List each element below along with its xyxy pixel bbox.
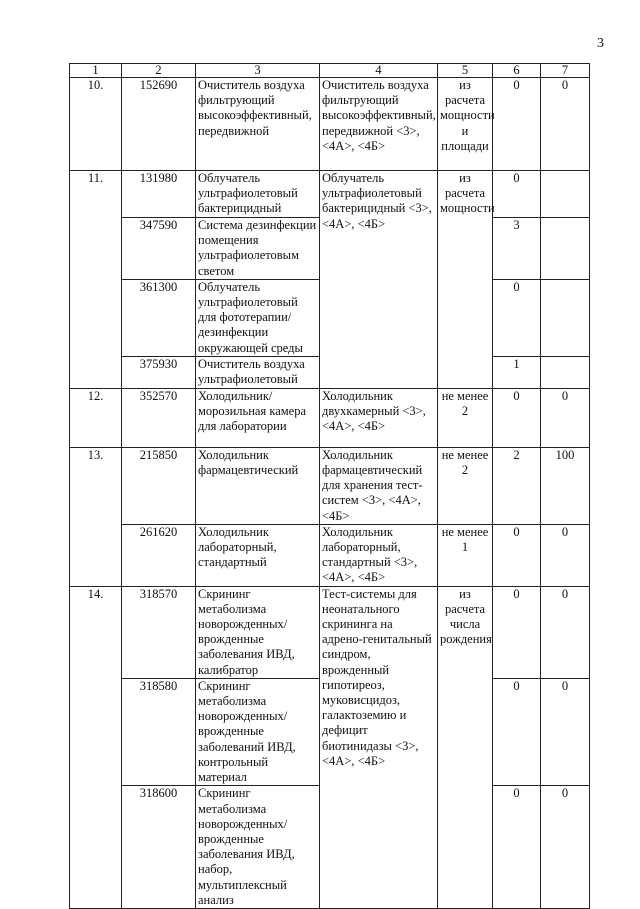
item-col6: 0 — [493, 78, 541, 171]
item-name: Холодильник лабораторный, стандартный — [196, 524, 320, 586]
item-col7 — [541, 356, 590, 388]
item-name: Система дезинфекции помещения ультрафиолетовым светом — [196, 218, 320, 280]
item-name: Холодильник/морозильная камера для лаборатории — [196, 388, 320, 447]
row-number: 12. — [70, 388, 122, 447]
item-name: Очиститель воздуха фильтрующий высокоэффективный, передвижной — [196, 78, 320, 171]
row-number: 13. — [70, 447, 122, 586]
item-description: Облучатель ультрафиолетовый бактерицидный <3>, <4А>, <4Б> — [320, 171, 438, 389]
row-number: 10. — [70, 78, 122, 171]
header-cell: 2 — [122, 64, 196, 78]
item-name: Скрининг метаболизма новорожденных/врожденные заболеваний ИВД, контрольный материал — [196, 678, 320, 785]
item-col7: 0 — [541, 678, 590, 785]
table-header-row — [70, 64, 590, 78]
item-quantity-basis: из расчета мощности — [438, 171, 493, 389]
item-description: Тест-системы для неонатального скрининга на адрено-генитальный синдром, врожденный гипотиреоз, муковисцидоз, галактоземию и дефицит биотинидазы <3>, <4А>, <4Б> — [320, 586, 438, 908]
item-col6: 0 — [493, 524, 541, 586]
item-col6: 0 — [493, 786, 541, 909]
item-col7: 0 — [541, 388, 590, 447]
item-code: 131980 — [122, 171, 196, 218]
item-code: 318580 — [122, 678, 196, 785]
item-col6: 2 — [493, 447, 541, 524]
item-col7: 0 — [541, 524, 590, 586]
row-number: 14. — [70, 586, 122, 908]
item-col6: 1 — [493, 356, 541, 388]
item-code: 352570 — [122, 388, 196, 447]
table-row — [70, 388, 590, 447]
item-description: Холодильник лабораторный, стандартный <3>, <4А>, <4Б> — [320, 524, 438, 586]
item-code: 375930 — [122, 356, 196, 388]
item-code: 347590 — [122, 218, 196, 280]
item-quantity-basis: из расчета мощности и площади — [438, 78, 493, 171]
item-col6: 3 — [493, 218, 541, 280]
item-name: Холодильник фармацевтический — [196, 447, 320, 524]
item-col7: 100 — [541, 447, 590, 524]
item-code: 261620 — [122, 524, 196, 586]
item-col6: 0 — [493, 388, 541, 447]
equipment-table — [69, 63, 590, 909]
item-col7 — [541, 279, 590, 356]
item-quantity-basis: не менее 1 — [438, 524, 493, 586]
item-code: 361300 — [122, 279, 196, 356]
item-col6: 0 — [493, 586, 541, 678]
item-name: Очиститель воздуха ультрафиолетовый — [196, 356, 320, 388]
item-code: 215850 — [122, 447, 196, 524]
table-row — [70, 524, 590, 586]
item-name: Скрининг метаболизма новорожденных/врожденные заболевания ИВД, набор, мультиплексный анализ — [196, 786, 320, 909]
table-row — [70, 78, 590, 171]
header-cell: 1 — [70, 64, 122, 78]
item-name: Скрининг метаболизма новорожденных/врожденные заболевания ИВД, калибратор — [196, 586, 320, 678]
item-col7 — [541, 171, 590, 218]
item-quantity-basis: не менее 2 — [438, 388, 493, 447]
header-cell: 3 — [196, 64, 320, 78]
item-col7: 0 — [541, 786, 590, 909]
table-row — [70, 171, 590, 218]
item-name: Облучатель ультрафиолетовый для фототерапии/дезинфекции окружающей среды — [196, 279, 320, 356]
item-code: 318570 — [122, 586, 196, 678]
item-col7: 0 — [541, 586, 590, 678]
item-code: 318600 — [122, 786, 196, 909]
header-cell: 7 — [541, 64, 590, 78]
table-row — [70, 586, 590, 678]
header-cell: 6 — [493, 64, 541, 78]
header-cell: 4 — [320, 64, 438, 78]
item-quantity-basis: не менее 2 — [438, 447, 493, 524]
item-description: Холодильник двухкамерный <3>, <4А>, <4Б> — [320, 388, 438, 447]
item-code: 152690 — [122, 78, 196, 171]
page-number: 3 — [597, 36, 604, 51]
item-description: Холодильник фармацевтический для хранения тест-систем <3>, <4А>, <4Б> — [320, 447, 438, 524]
item-col6: 0 — [493, 678, 541, 785]
item-col7 — [541, 218, 590, 280]
item-name: Облучатель ультрафиолетовый бактерицидный — [196, 171, 320, 218]
row-number: 11. — [70, 171, 122, 389]
item-description: Очиститель воздуха фильтрующий высокоэффективный, передвижной <3>, <4А>, <4Б> — [320, 78, 438, 171]
item-col7: 0 — [541, 78, 590, 171]
item-col6: 0 — [493, 171, 541, 218]
item-quantity-basis: из расчета числа рождения — [438, 586, 493, 908]
table-row — [70, 447, 590, 524]
item-col6: 0 — [493, 279, 541, 356]
header-cell: 5 — [438, 64, 493, 78]
